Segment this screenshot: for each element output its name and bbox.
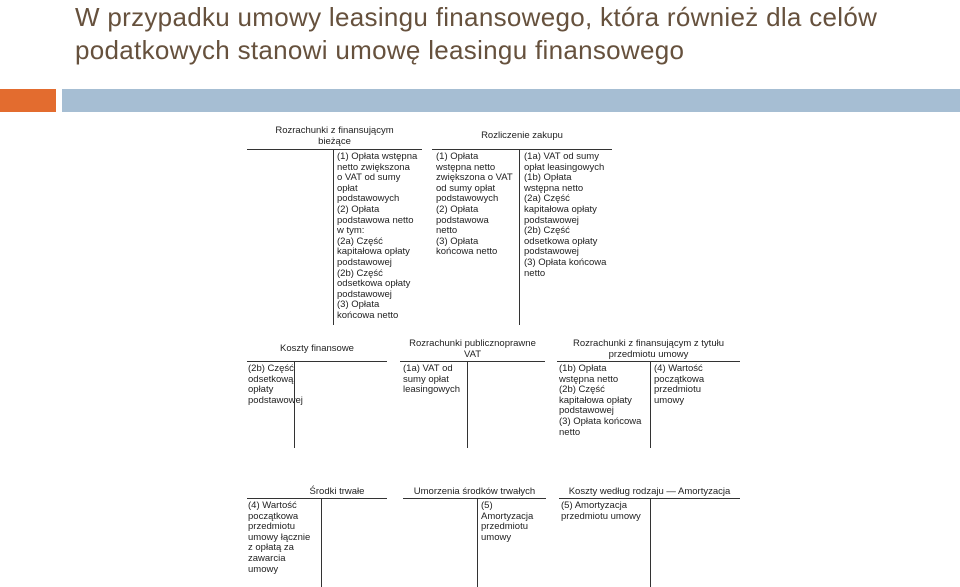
accent-bar-orange — [0, 89, 56, 112]
account-title: Rozrachunki publicznoprawne VAT — [409, 338, 536, 360]
account-rozrachunki-biezace — [247, 125, 422, 325]
account-debit: (2b) Część odsetkową opłaty podstawowej — [248, 363, 303, 406]
account-header-rule — [247, 361, 387, 362]
account-title: Koszty finansowe — [280, 343, 354, 354]
account-title: Środki trwałe — [309, 486, 365, 497]
account-rozliczenie-zakupu — [432, 125, 612, 325]
accent-bar-blue — [62, 89, 960, 112]
account-srodki-trwale — [247, 485, 387, 587]
account-title: Rozrachunki z finansującym z tytułu przedmiotu umowy — [572, 338, 724, 360]
account-credit: (5) Amortyzacja przedmiotu umowy — [481, 500, 534, 543]
account-title: Koszty według rodzaju — Amortyzacja — [568, 486, 731, 497]
account-title: Rozrachunki z finansującym bieżące — [275, 125, 394, 147]
account-title: Umorzenia środków trwałych — [413, 486, 536, 497]
slide-title: W przypadku umowy leasingu finansowego, która również dla celów podatkowych stanowi umowę leasingu finansowego — [75, 2, 878, 65]
account-center-line — [333, 149, 334, 325]
account-center-line — [477, 498, 478, 587]
account-title: Rozliczenie zakupu — [481, 130, 563, 141]
account-debit: (4) Wartość początkowa przedmiotu umowy łącznie z opłatą za zawarcia umowy — [248, 500, 311, 575]
account-center-line — [519, 149, 520, 325]
account-credit: (1) Opłata wstępna netto zwiększona o VAT od sumy opłat podstawowych (2) Opłata podstawowa netto w tym: (2a) Część kapitałowa opłaty podstawowej (2b) Część odsetkowa opłaty podstawowej (3) Opłata końcowa netto — [337, 151, 418, 321]
account-koszty-finansowe — [247, 336, 387, 448]
account-header-rule — [247, 498, 387, 499]
account-rozrachunki-przedmiot — [557, 336, 740, 448]
account-debit: (1) Opłata wstępna netto zwiększona o VAT od sumy opłat podstawowych (2) Opłata podstawowa netto (3) Opłata końcowa netto — [436, 151, 513, 258]
account-center-line — [321, 498, 322, 587]
account-center-line — [650, 498, 651, 587]
account-credit: (4) Wartość początkowa przedmiotu umowy — [654, 363, 705, 406]
account-koszty-rodzaju — [559, 485, 740, 587]
account-center-line — [467, 361, 468, 448]
account-header-rule — [557, 361, 740, 362]
account-rozrachunki-publicznoprawne — [400, 336, 545, 448]
account-center-line — [650, 361, 651, 448]
account-header-rule — [400, 361, 545, 362]
account-debit: (5) Amortyzacja przedmiotu umowy — [561, 500, 641, 522]
account-credit: (1a) VAT od sumy opłat leasingowych (1b) Opłata wstępna netto (2a) Część kapitałowa opłaty podstawowej (2b) Część odsetkowa opłaty podstawowej (3) Opłata końcowa netto — [524, 151, 607, 279]
account-debit: (1b) Opłata wstępna netto (2b) Część kapitałowa opłaty podstawowej (3) Opłata końcowa netto — [559, 363, 642, 438]
account-header-rule — [247, 149, 422, 150]
account-header-rule — [432, 149, 612, 150]
account-debit: (1a) VAT od sumy opłat leasingowych — [403, 363, 461, 396]
account-umorzenia — [403, 485, 546, 587]
account-header-rule — [403, 498, 546, 499]
